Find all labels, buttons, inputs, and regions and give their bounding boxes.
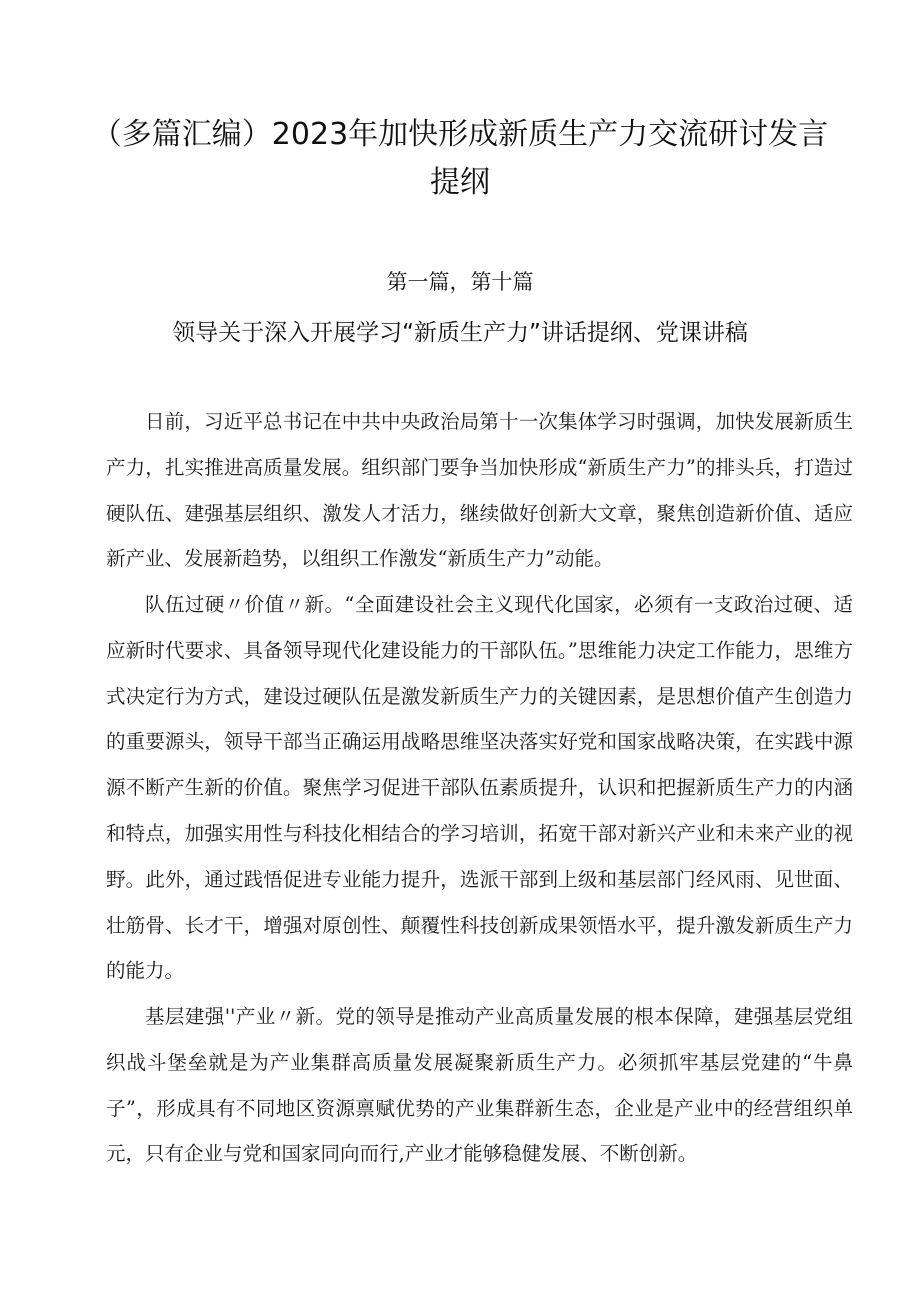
paragraph-intro: 日前，习近平总书记在中共中央政治局第十一次集体学习时强调，加快发展新质生产力，扎实推进高质量发展。组织部门要争当加快形成“新质生产力”的排头兵，打造过硬队伍、建强基层组织、激发人才活力，继续做好创新大文章，聚焦创造新价值、适应新产业、发展新趋势，以组织工作激发“新质生产力”动能。 xyxy=(106,410,853,571)
document-title: （多篇汇编）2023年加快形成新质生产力交流研讨发言提纲 xyxy=(91,117,829,200)
section-title: 领导关于深入开展学习“新质生产力”讲话提纲、党课讲稿 xyxy=(172,320,748,346)
paragraph-team: 队伍过硬〃价值〃新。“全面建设社会主义现代化国家，必须有一支政治过硬、适应新时代要求、具备领导现代化建设能力的干部队伍。”思维能力决定工作能力，思维方式决定行为方式，建设过硬队伍是激发新质生产力的关键因素，是思想价值产生创造力的重要源头，领导干部当正确运用战略思维坚决落实好党和国家战略决策，在实践中源源不断产生新的价值。聚焦学习促进干部队伍素质提升，认识和把握新质生产力的内涵和特点，加强实用性与科技化相结合的学习培训，拓宽干部对新兴产业和未来产业的视野。此外，通过践悟促进专业能力提升，选派干部到上级和基层部门经风雨、见世面、壮筋骨、长才干，增强对原创性、颠覆性科技创新成果领悟水平，提升激发新质生产力的能力。 xyxy=(106,593,853,983)
paragraph-grassroots: 基层建强''产业〃新。党的领导是推动产业高质量发展的根本保障，建强基层党组织战斗堡垒就是为产业集群高质量发展凝聚新质生产力。必须抓牢基层党建的“牛鼻子”，形成具有不同地区资源禀赋优势的产业集群新生态，企业是产业中的经营组织单元，只有企业与党和国家同向而行,产业才能够稳健发展、不断创新。 xyxy=(106,1005,853,1166)
section-label: 第一篇，第十篇 xyxy=(386,270,534,294)
